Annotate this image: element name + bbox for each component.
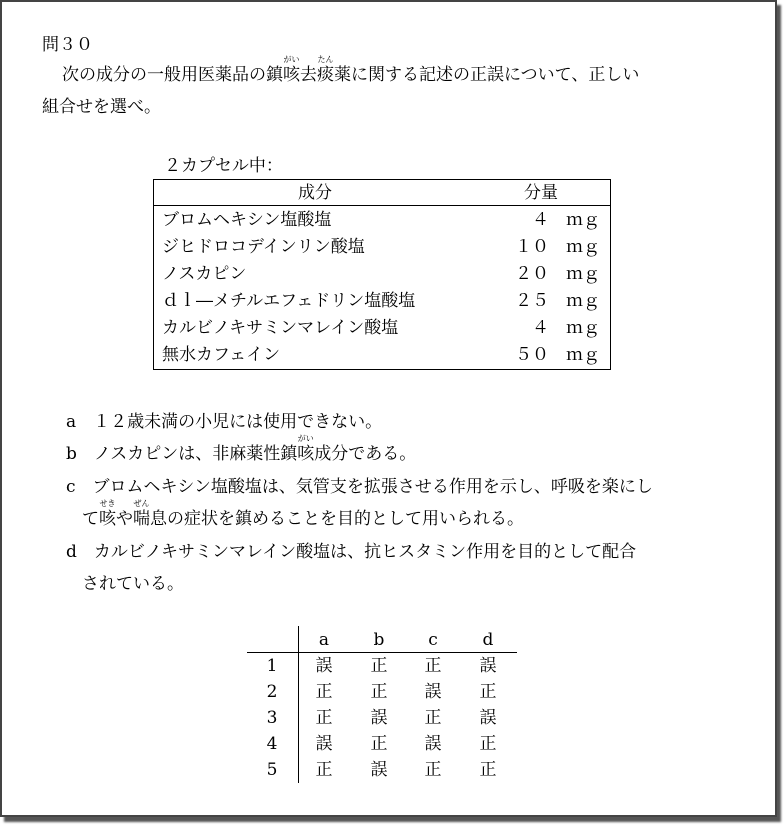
answer-cell: 誤 — [479, 708, 497, 728]
answer-cell: 正 — [424, 708, 442, 728]
statement-d-line1: d カルビノキサミンマレイン酸塩は、抗ヒスタミン作用を目的として配合 — [66, 542, 637, 562]
kanji-gai-b: がい 咳 — [297, 434, 315, 464]
option-number: 5 — [266, 760, 278, 780]
table-header-rule — [154, 205, 610, 206]
answer-cell: 正 — [479, 760, 497, 780]
ruby-gai-b: がい — [297, 434, 314, 443]
ruby-gai: がい — [283, 55, 300, 64]
composition-table — [153, 179, 611, 370]
ingredient-row-4: ｄｌ―メチルエフェドリン塩酸塩 — [162, 291, 416, 311]
answer-cell: 誤 — [315, 656, 333, 676]
answer-cell: 誤 — [479, 656, 497, 676]
ingredient-row-3: ノスカピン — [162, 264, 247, 284]
amount-row-4: ２５ ｍｇ — [515, 291, 600, 311]
statement-b: b ノスカピンは、非麻薬性鎮 がい 咳成分である。 — [66, 434, 417, 464]
answer-table-vrule — [298, 626, 299, 783]
amount-row-2: １０ ｍｇ — [515, 237, 600, 257]
col-header-b: b — [373, 630, 385, 650]
ingredient-row-5: カルビノキサミンマレイン酸塩 — [162, 318, 399, 338]
answer-cell: 正 — [370, 656, 388, 676]
option-number: 4 — [266, 734, 278, 754]
answer-cell: 誤 — [424, 682, 442, 702]
option-number: 1 — [266, 656, 278, 676]
ruby-tan: たん — [317, 55, 334, 64]
answer-cell: 正 — [370, 734, 388, 754]
answer-table-hrule — [247, 652, 517, 653]
col-header-a: a — [318, 630, 330, 650]
amount-row-1: ４ ｍｇ — [532, 210, 600, 230]
kanji-tan: たん 痰 — [317, 55, 334, 85]
statement-c-line1: c ブロムヘキシン塩酸塩は、気管支を拡張させる作用を示し、呼吸を楽にし — [66, 477, 653, 497]
ingredient-row-2: ジヒドロコデインリン酸塩 — [162, 237, 365, 257]
question-stem-line2: 組合せを選べ。 — [42, 97, 161, 117]
ruby-seki: せき — [99, 499, 116, 508]
answer-cell: 正 — [370, 682, 388, 702]
question-number: 問３０ — [42, 35, 93, 55]
option-number: 3 — [266, 708, 278, 728]
answer-cell: 正 — [479, 734, 497, 754]
amount-row-3: ２０ ｍｇ — [515, 264, 600, 284]
answer-cell: 誤 — [315, 734, 333, 754]
col-header-c: c — [428, 630, 438, 650]
kanji-gai: がい 咳 — [283, 55, 300, 85]
option-number: 2 — [266, 682, 278, 702]
ingredient-row-6: 無水カフェイン — [162, 345, 281, 365]
statement-d-line2: されている。 — [82, 574, 184, 594]
answer-cell: 正 — [424, 656, 442, 676]
amount-row-6: ５０ ｍｇ — [515, 345, 600, 365]
amount-row-5: ４ ｍｇ — [532, 318, 600, 338]
kanji-zen: ぜん 喘 — [133, 499, 150, 529]
header-amount: 分量 — [524, 183, 558, 203]
answer-cell: 誤 — [370, 760, 388, 780]
header-ingredient: 成分 — [298, 183, 332, 203]
answer-cell: 正 — [315, 682, 333, 702]
statement-c-line2: て せき 咳や ぜん 喘息の症状を鎮めることを目的として用いられる。 — [82, 499, 524, 529]
answer-cell: 誤 — [424, 734, 442, 754]
statement-a: a １２歳未満の小児には使用できない。 — [66, 412, 383, 432]
answer-cell: 正 — [315, 760, 333, 780]
kanji-seki: せき 咳 — [99, 499, 116, 529]
ingredient-row-1: ブロムヘキシン塩酸塩 — [162, 210, 332, 230]
answer-cell: 正 — [424, 760, 442, 780]
question-stem-line1: 次の成分の一般用医薬品の鎮 がい 咳去 たん 痰薬に関する記述の正誤について、正しい — [62, 55, 640, 85]
ruby-zen: ぜん — [133, 499, 150, 508]
answer-cell: 誤 — [370, 708, 388, 728]
answer-cell: 正 — [479, 682, 497, 702]
col-header-d: d — [482, 630, 494, 650]
composition-caption: ２カプセル中： — [164, 156, 283, 176]
answer-cell: 正 — [315, 708, 333, 728]
